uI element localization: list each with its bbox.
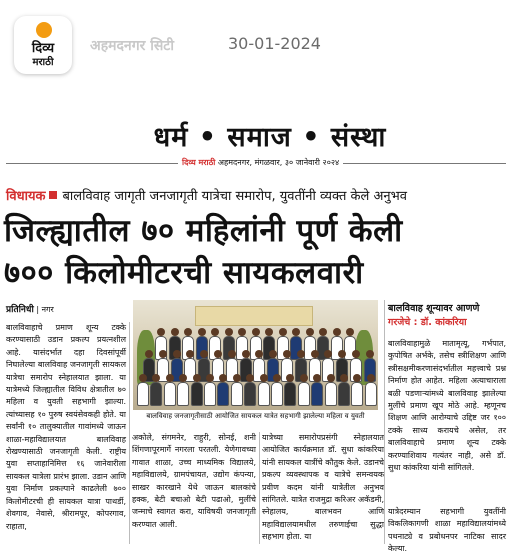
kicker-tag: विधायक: [6, 189, 46, 204]
headline-line1: जिल्ह्यातील ७० महिलांनी पूर्ण केली: [4, 213, 403, 249]
photo-person: [271, 382, 283, 406]
photo-person-head: [211, 328, 219, 336]
photo-person-head: [297, 350, 305, 358]
photo-person-head: [238, 328, 246, 336]
photo-person: [244, 382, 256, 406]
byline: [6, 302, 54, 315]
photo-person: [164, 382, 176, 406]
photo-person-head: [319, 328, 327, 336]
photo-person-head: [206, 374, 214, 382]
kicker: [6, 186, 407, 204]
column-divider: [259, 432, 260, 544]
photo-person-head: [333, 328, 341, 336]
side-article-title: [388, 302, 506, 330]
photo-person-head: [269, 350, 277, 358]
photo-person-head: [300, 374, 308, 382]
photo-person: [177, 382, 189, 406]
column-divider: [384, 300, 385, 544]
top-bar: [0, 0, 512, 88]
photo-person-head: [252, 328, 260, 336]
headline-line2: ७०० किलोमीटरची सायकलवारी: [4, 255, 364, 291]
photo-person: [150, 382, 162, 406]
photo-person: [311, 382, 323, 406]
photo-person-head: [198, 328, 206, 336]
photo-person: [191, 382, 203, 406]
photo-person-head: [346, 328, 354, 336]
photo-person: [325, 382, 337, 406]
photo-person: [137, 382, 149, 406]
group-photo[interactable]: [133, 300, 378, 410]
section-title: धर्म • समाज • संस्था: [153, 122, 387, 153]
side-title-line1: बालविवाह शून्यावर आणणे: [388, 303, 480, 314]
kicker-text: बालविवाह जागृती जनजागृती यात्रेचा समारोप, युवतींनी व्यक्त केले अनुभव: [62, 189, 407, 204]
photo-person-head: [193, 374, 201, 382]
photo-person-head: [139, 374, 147, 382]
dateline-text: [178, 157, 343, 168]
photo-banner: [195, 306, 313, 326]
byline-place: | नगर: [36, 305, 54, 314]
photo-person-head: [366, 350, 374, 358]
photo-person: [365, 382, 377, 406]
photo-person-head: [173, 350, 181, 358]
photo-person: [351, 382, 363, 406]
photo-person-head: [166, 374, 174, 382]
photo-person-head: [171, 328, 179, 336]
photo-person-head: [273, 374, 281, 382]
photo-person-head: [352, 350, 360, 358]
logo-text-line2: मराठी: [32, 57, 54, 68]
photo-person-head: [292, 328, 300, 336]
photo-person-head: [279, 328, 287, 336]
photo-person-head: [214, 350, 222, 358]
divya-marathi-logo[interactable]: [14, 16, 72, 74]
photo-person-head: [145, 350, 153, 358]
photo-person-head: [311, 350, 319, 358]
photo-person-head: [340, 374, 348, 382]
photo-caption: बालविवाह जनजागृतीसाठी आयोजित सायकल यात्रेत सहभागी झालेल्या महिला व युवती: [146, 412, 365, 420]
photo-person: [204, 382, 216, 406]
kicker-square-icon: [49, 191, 57, 199]
logo-text-line1: दिव्य: [31, 41, 55, 56]
photo-person: [284, 382, 296, 406]
photo-person-head: [242, 350, 250, 358]
photo-person-head: [327, 374, 335, 382]
article-column-1: बालविवाहाचे प्रमाण शून्य टक्के करण्यासाठी उडान प्रकल्प प्रयत्नशील आहे. यासंदर्भात दहा दिवसांपूर्वी निघालेल्या बालविवाह जनजागृती सायकल यात्रेचा समारोप स्नेहालयात झाला. या यात्रेमध्ये जिल्ह्यातील विविध क्षेत्रातील ७० महिला व युवती सहभागी झाल्या. त्यांच्यासह १० पुरुष स्वयंसेवकही होते. या सर्वांनी १० तालुक्यातील गावांमध्ये जाऊन शाळा-महाविद्यालयात बालविवाह रोखण्यासाठी जनजागृती केली. राष्ट्रीय युवा सप्ताहानिमित्त १६ जानेवारीला सायकल यात्रेला प्रारंभ झाला. उडान आणि युवा निर्माण प्रकल्पाने काढलेली ७०० किलोमीटरची ही सायकल यात्रा पाथर्डी, शेवगाव, नेवासे, श्रीरामपूर, कोपरगाव, राहाता,: [6, 323, 126, 531]
side-article-body: बालविवाहामुळे मातामृत्यू, गर्भपात, कुपोषित अर्भके, तसेच स्त्रीशिक्षण आणि स्त्रीसक्षमीकरणासंदर्भातील महत्त्वाचे प्रश्न निर्माण होत आहेत. महिला अत्याचाराला बळी पडणाऱ्यांमध्ये बालविवाह झालेल्या मुलींचे प्रमाण खूप मोठे आहे. म्हणूनच शिक्षण आणि आरोग्याचे उद्दिष्ट जर १०० टक्के साध्य करायचे असेल, तर बालविवाहाचे प्रमाण शून्य टक्के करण्याशिवाय गत्यंतर नाही, असे डॉ. सुधा कांकरिया यांनी सांगितले.: [388, 339, 506, 473]
photo-person-head: [184, 328, 192, 336]
dateline-brand: दिव्य मराठी: [182, 158, 216, 167]
photo-person-head: [286, 374, 294, 382]
edition-city[interactable]: अहमदनगर सिटी: [90, 38, 174, 54]
photo-person-head: [260, 374, 268, 382]
article-column-2: अकोले, संगमनेर, राहुरी, सोनई, शनी शिंगणापूरमार्गे नगरला परतली. येणेगावच्या गावात शाळा, उच्च माध्यमिक विद्यालये, महाविद्यालये, ग्रामपंचायत, उद्योग कंपन्या, साखर कारखाने येथे जाऊन बालकांचे हक्क, बेटी बचाओ बेटी पढाओ, मुलींचे जन्माचे स्वागत करा, याविषयी जनजागृती करण्यात आली.: [132, 433, 256, 529]
column-divider: [129, 322, 130, 544]
photo-person-head: [228, 350, 236, 358]
photo-person-head: [367, 374, 375, 382]
photo-person-head: [225, 328, 233, 336]
sun-logo-icon: [36, 22, 52, 38]
dateline: [0, 156, 512, 170]
article-column-3: यात्रेच्या समारोपप्रसंगी स्नेहालयात आयोजित कार्यक्रमात डॉ. सुधा कांकरिया यांनी सायकल यात्रींचे कौतुक केले. उडानचे प्रकल्प व्यवस्थापक व यात्रेचे समन्वयक प्रवीण कदम यांनी यात्रेतील अनुभव सांगितले. यात्रेत राजमुद्रा करिअर अकॅडमी, स्नेहालय, बालभवन आणि महाविद्यालयामधील तरुणाईचा सुद्धा सहभाग होता. या: [262, 433, 384, 542]
dateline-place-date: अहमदनगर, मंगळवार, ३० जानेवारी २०२४: [217, 158, 340, 167]
photo-person: [231, 382, 243, 406]
photo-person-head: [306, 328, 314, 336]
photo-person: [338, 382, 350, 406]
photo-person-head: [159, 350, 167, 358]
photo-person-head: [265, 328, 273, 336]
photo-person-head: [233, 374, 241, 382]
photo-person: [258, 382, 270, 406]
side-article-body-2: यात्रेदरम्यान सहभागी युवतींनी विकलिकागणी शाळा महाविद्यालयांमध्ये पथनाट्ये व प्रबोधनपर नाटिका सादर केल्या.: [388, 507, 506, 554]
edition-date[interactable]: 30-01-2024: [228, 34, 321, 53]
photo-person-head: [157, 328, 165, 336]
photo-person: [298, 382, 310, 406]
photo-person: [217, 382, 229, 406]
photo-person-head: [283, 350, 291, 358]
byline-name: प्रतिनिधी: [6, 305, 34, 315]
side-title-line2: गरजेचे : डॉ. कांकरिया: [388, 317, 467, 328]
headline: [4, 210, 508, 294]
